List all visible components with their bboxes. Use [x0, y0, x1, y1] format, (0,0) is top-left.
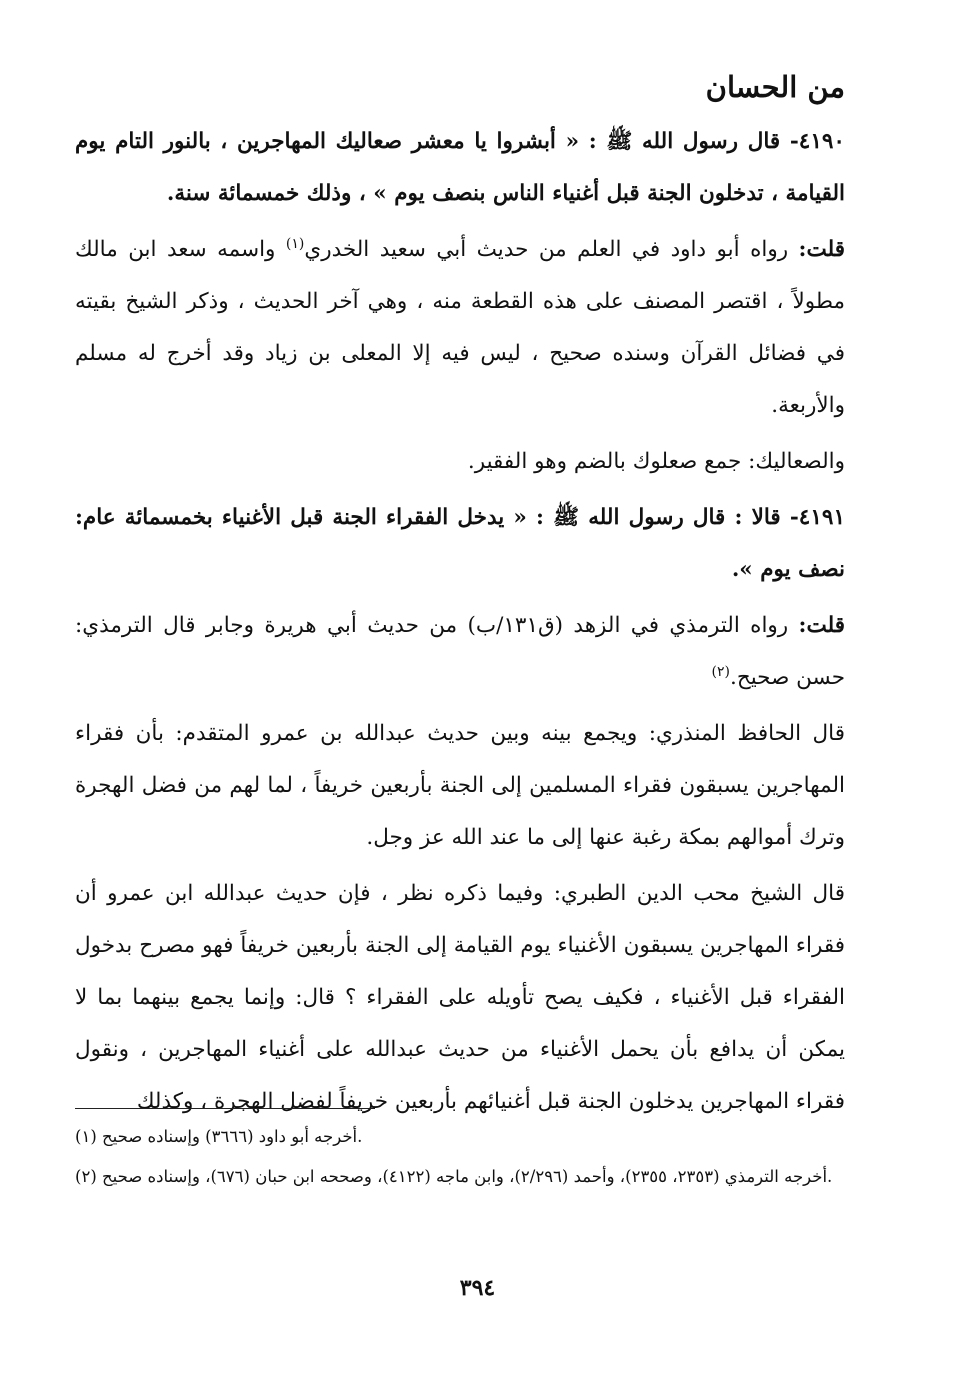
paragraph-text: قال الحافظ المنذري: ويجمع بينه وبين حديث عبدالله بن عمرو المتقدم: بأن فقراء المهاجرين يسبقون فقراء المسلمين إلى الجنة بأربعين خريفاً ، لما لهم من فضل الهجرة وترك أموالهم بمكة رغبة عنها إلى ما عند الله عز وجل. — [75, 721, 845, 850]
hadith-text: « أبشروا يا معشر صعاليك المهاجرين ، بالنور التام يوم القيامة ، تدخلون الجنة قبل أغنياء الناس بنصف يوم » ، وذلك خمسمائة سنة. — [75, 129, 845, 206]
commentary-text-continued: واسمه سعد ابن مالك مطولاً ، اقتصر المصنف على هذه القطعة منه ، وهي آخر الحديث ، وذكر الشيخ بقيته في فضائل القرآن وسنده صحيح ، ليس فيه إلا المعلى بن زياد وقد أخرج له مسلم والأربعة. — [75, 237, 845, 418]
page-number: ٣٩٤ — [459, 1275, 496, 1301]
definition-paragraph — [75, 436, 845, 488]
footnote-ref-1: (١) — [285, 235, 305, 252]
section-heading: من الحسان — [705, 70, 845, 104]
hadith-text: « يدخل الفقراء الجنة قبل الأغنياء بخمسمائة عام: نصف يوم ». — [75, 505, 845, 582]
footnote-1: (١) أخرجه أبو داود (٣٦٦٦) وإسناده صحيح. — [75, 1127, 363, 1146]
hadith-4191 — [75, 492, 845, 596]
mundhiri-paragraph — [75, 708, 845, 864]
commentary-paragraph-1 — [75, 224, 845, 432]
tabari-paragraph — [75, 868, 845, 1128]
qultu-lead: قلت: — [798, 237, 845, 262]
commentary-paragraph-2 — [75, 600, 845, 704]
hadith-4190 — [75, 116, 845, 220]
footnote-ref-2: (٢) — [711, 663, 730, 680]
paragraph-text: قال الشيخ محب الدين الطبري: وفيما ذكره نظر ، فإن حديث عبدالله ابن عمرو أن فقراء المهاجرين يسبقون الأغنياء يوم القيامة إلى الجنة بأربعين خريفاً فهو مصرح بدخول الفقراء قبل الأغنياء ، فكيف يصح تأويله على الفقراء ؟ قال: وإنما يجمع بينهما بما لا يمكن أن يدافع بأن يحمل الأغنياء من حديث عبدالله على أغنياء المهاجرين ، ونقول فقراء المهاجرين يدخلون الجنة قبل أغنيائهم بأربعين خريفاً لفضل الهجرة ، وكذلك — [75, 881, 845, 1114]
hadith-number-lead: ٤١٩١- قالا : قال رسول الله ﷺ : — [536, 505, 845, 530]
commentary-text: رواه أبو داود في العلم من حديث أبي سعيد الخدري — [304, 237, 799, 262]
footnotes-section — [75, 1108, 845, 1197]
footnote-divider — [75, 1108, 375, 1109]
commentary-text: رواه الترمذي في الزهد (ق١٣١/ب) من حديث أبي هريرة وجابر قال الترمذي: حسن صحيح. — [75, 613, 845, 690]
qultu-lead: قلت: — [798, 613, 845, 638]
definition-text: والصعاليك: جمع صعلوك بالضم وهو الفقير. — [467, 449, 845, 474]
footnote-2: (٢) أخرجه الترمذي (٢٣٥٣، ٢٣٥٥)، وأحمد (٢/٢٩٦)، وابن ماجه (٤١٢٢)، وصححه ابن حبان (٦٧٦)، وإسناده صحيح. — [75, 1167, 833, 1186]
hadith-number-lead: ٤١٩٠- قال رسول الله ﷺ : — [588, 129, 845, 154]
